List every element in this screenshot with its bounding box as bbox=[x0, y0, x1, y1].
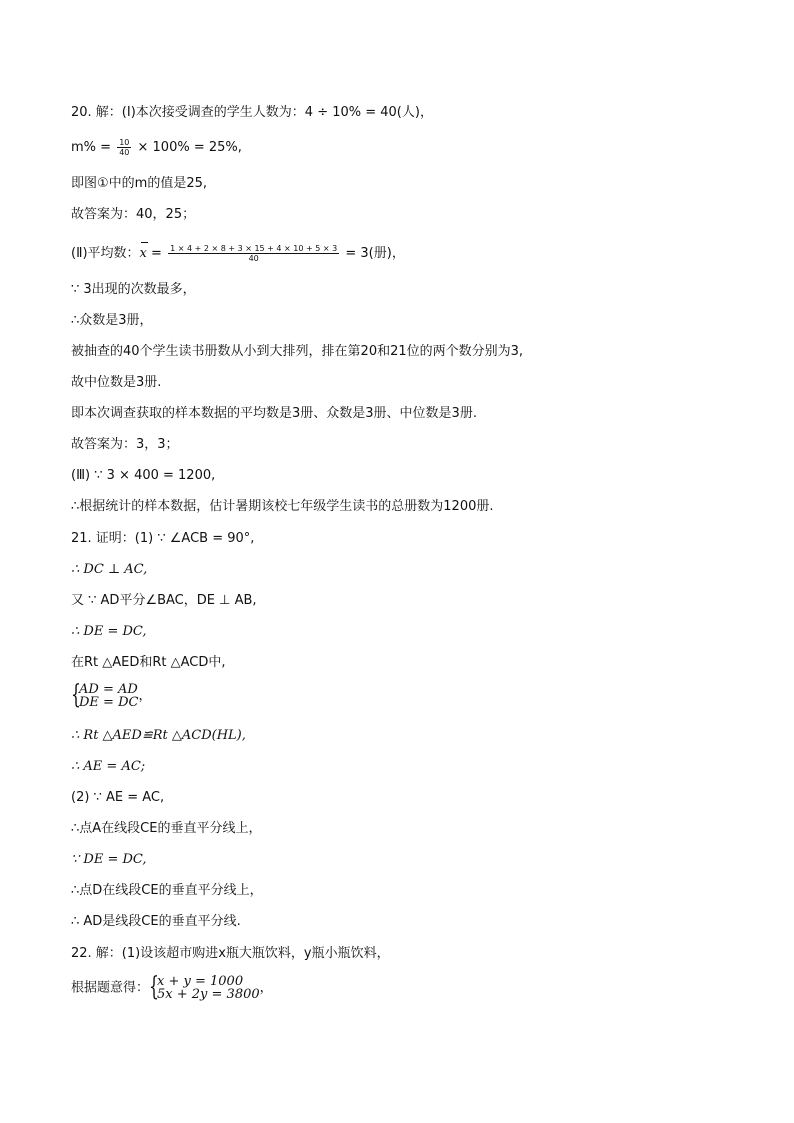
m-percent-result: × 100% = 25%, bbox=[133, 140, 242, 155]
system-comma: ， bbox=[138, 688, 152, 704]
problem-20-line-1: 20. 解：(Ⅰ)本次接受调查的学生人数为：4 ÷ 10% = 40(人)， bbox=[71, 105, 433, 120]
problem-21-line-9: (2) ∵ AE = AC, bbox=[71, 790, 165, 805]
mean-fraction bbox=[168, 244, 339, 263]
problem-20-line-10: 即本次调查获取的样本数据的平均数是3册、众数是3册、中位数是3册. bbox=[71, 406, 477, 421]
problem-20-line-7: ∴众数是3册， bbox=[71, 313, 153, 328]
system-22-row-1: { x + y = 1000 bbox=[157, 974, 244, 989]
problem-21-equation-system bbox=[71, 683, 151, 709]
mean-denominator: 40 bbox=[248, 254, 259, 263]
problem-20-line-12: (Ⅲ) ∵ 3 × 400 = 1200, bbox=[71, 468, 216, 483]
mean-result: = 3(册)， bbox=[341, 246, 405, 261]
problem-21-line-4: ∴ DE = DC, bbox=[71, 624, 147, 639]
problem-21-line-10: ∴点A在线段CE的垂直平分线上， bbox=[71, 821, 262, 836]
problem-21-line-3: 又 ∵ AD平分∠BAC，DE ⊥ AB, bbox=[71, 593, 257, 608]
problem-21-line-8: ∴ AE = AC; bbox=[71, 759, 146, 774]
brace-system bbox=[71, 683, 138, 709]
problem-21-line-13: ∴ AD是线段CE的垂直平分线. bbox=[71, 914, 241, 929]
problem-21-line-1: 21. 证明：(1) ∵ ∠ACB = 90°, bbox=[71, 531, 255, 546]
problem-20-line-9: 故中位数是3册. bbox=[71, 375, 162, 390]
mean-numerator: 1 × 4 + 2 × 8 + 3 × 15 + 4 × 10 + 5 × 3 bbox=[170, 244, 338, 253]
brace-system-22 bbox=[149, 975, 260, 1001]
mean-label: (Ⅱ)平均数： bbox=[71, 246, 140, 261]
problem-20-line-3: 即图①中的m的值是25, bbox=[71, 176, 207, 191]
system-intro: 根据题意得： bbox=[71, 980, 150, 996]
problem-22-line-1: 22. 解：(1)设该超市购进x瓶大瓶饮料，y瓶小瓶饮料， bbox=[71, 946, 390, 961]
problem-20-line-11: 故答案为：3，3； bbox=[71, 437, 179, 452]
fraction-10-over-40 bbox=[117, 138, 131, 157]
problem-21-line-2: ∴ DC ⊥ AC, bbox=[71, 562, 148, 577]
equals-sign: = bbox=[146, 246, 167, 261]
x-bar-symbol: x bbox=[140, 240, 147, 262]
system-22-row-2: 5x + 2y = 3800 bbox=[157, 987, 260, 1002]
problem-22-equation-system bbox=[71, 975, 273, 1001]
problem-20-line-4: 故答案为：40，25； bbox=[71, 207, 196, 222]
problem-20-line-13: ∴根据统计的样本数据，估计暑期该校七年级学生读书的总册数为1200册. bbox=[71, 499, 494, 514]
problem-21-line-7: ∴ Rt △AED≌Rt △ACD(HL), bbox=[71, 728, 246, 743]
problem-20-line-2 bbox=[71, 138, 242, 157]
system-row-2: DE = DC bbox=[79, 695, 139, 710]
fraction-denominator: 40 bbox=[119, 148, 130, 157]
system-22-comma: ， bbox=[259, 980, 273, 996]
problem-20-line-8: 被抽查的40个学生读书册数从小到大排列，排在第20和21位的两个数分别为3, bbox=[71, 344, 524, 359]
problem-20-line-6: ∵ 3出现的次数最多， bbox=[71, 282, 196, 297]
problem-21-line-11: ∵ DE = DC, bbox=[71, 852, 147, 867]
problem-20-line-5 bbox=[71, 240, 405, 263]
m-percent-label: m% = bbox=[71, 140, 116, 155]
problem-21-line-5: 在Rt △AED和Rt △ACD中, bbox=[71, 655, 226, 670]
system-row-1: { AD = AD bbox=[79, 682, 138, 697]
fraction-numerator: 10 bbox=[119, 138, 130, 147]
problem-21-line-12: ∴点D在线段CE的垂直平分线上， bbox=[71, 883, 263, 898]
